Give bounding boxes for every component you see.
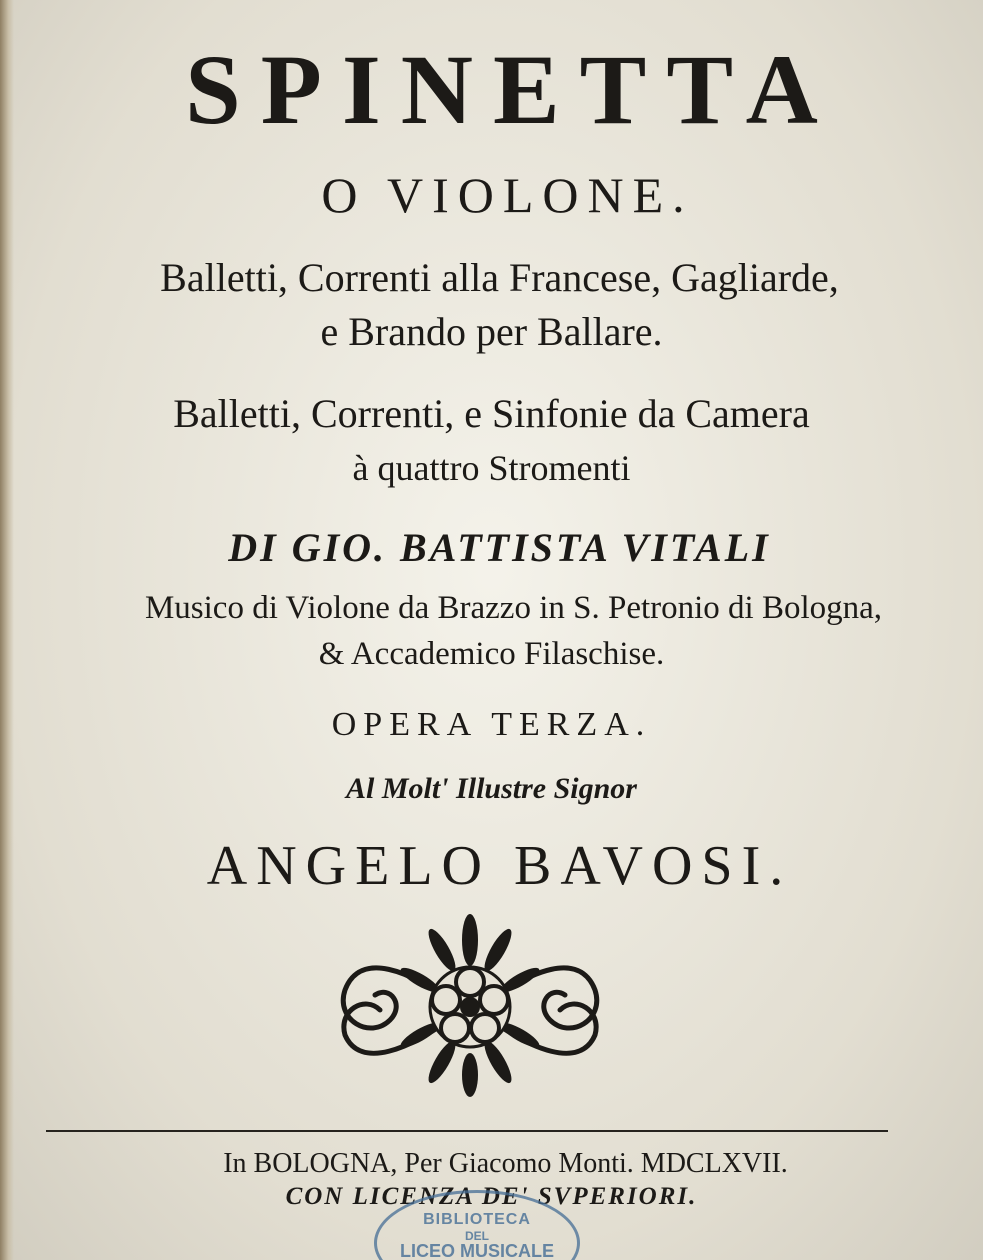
opus-number: OPERA TERZA. — [331, 706, 652, 743]
license-line: CON LICENZA DE' SVPERIORI. — [285, 1183, 698, 1210]
book-title: SPINETTA — [185, 34, 838, 145]
description-line-1: Balletti, Correnti alla Francese, Gagliarde, — [160, 255, 839, 300]
description-line-2: e Brando per Ballare. — [320, 309, 663, 354]
stamp-line-3: LICEO MUSICALE — [399, 1241, 554, 1260]
description-line-3: Balletti, Correnti, e Sinfonie da Camera — [173, 391, 810, 436]
author-name: DI GIO. BATTISTA VITALI — [228, 525, 771, 570]
book-subtitle: O VIOLONE. — [321, 167, 694, 223]
stamp-line-2: DEL — [465, 1229, 489, 1243]
woodcut-flower-ornament-icon — [330, 910, 610, 1100]
imprint-line: In BOLOGNA, Per Giacomo Monti. MDCLXVII. — [223, 1148, 788, 1179]
author-role-line-2: & Accademico Filaschise. — [318, 636, 665, 672]
description-line-4: à quattro Stromenti — [352, 448, 631, 488]
dedication-line: Al Molt' Illustre Signor — [346, 772, 637, 805]
imprint-divider-rule — [46, 1130, 888, 1132]
stamp-line-1: BIBLIOTECA — [423, 1211, 531, 1228]
author-role-line-1: Musico di Violone da Brazzo in S. Petronio di Bologna, — [144, 590, 883, 626]
dedicatee-name: ANGELO BAVOSI. — [206, 835, 793, 897]
